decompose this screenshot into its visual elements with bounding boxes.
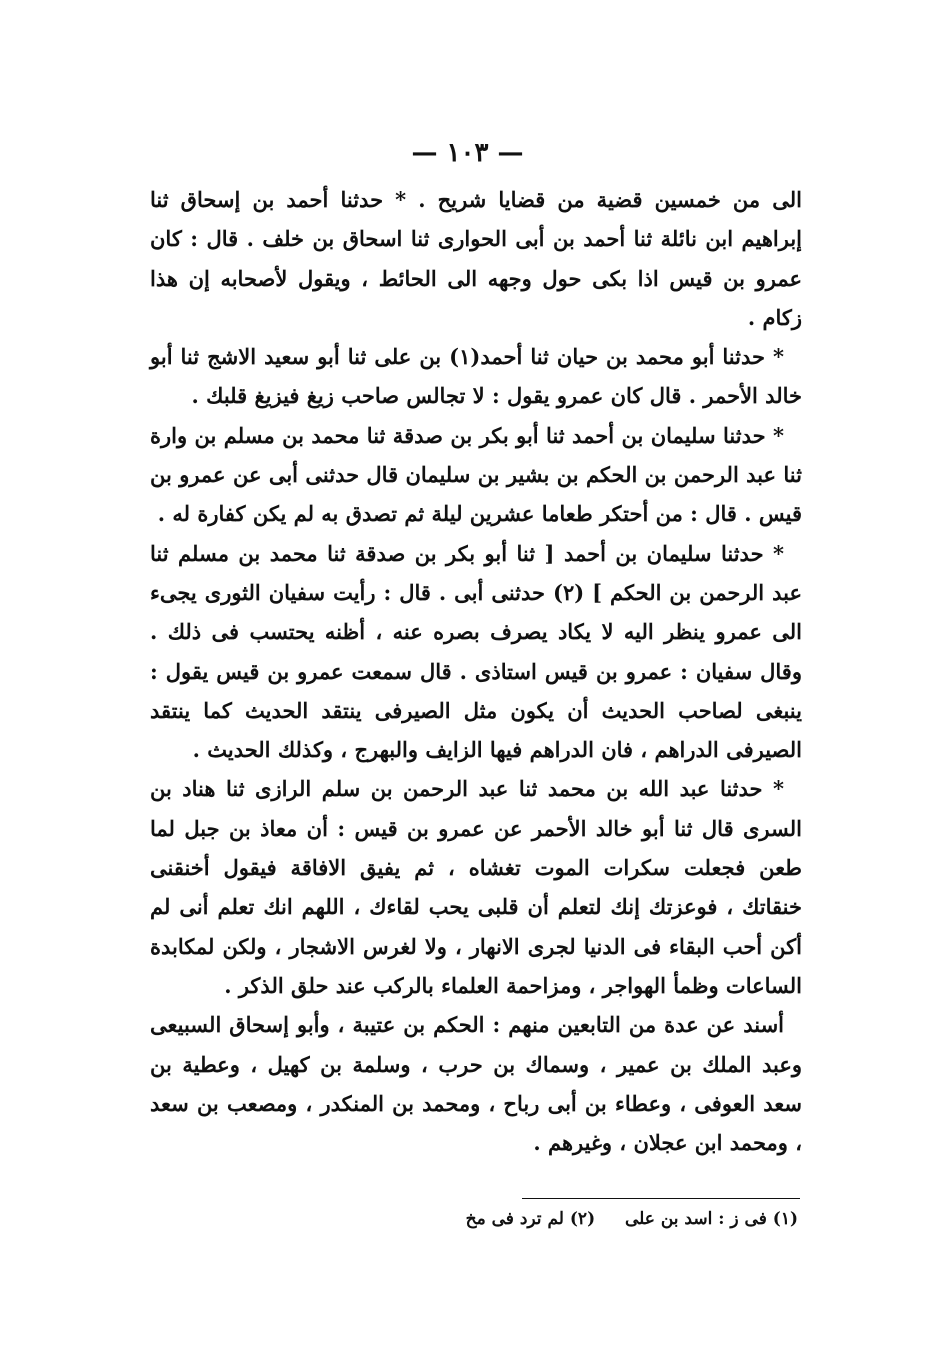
footnotes [380, 1206, 798, 1232]
page-number: — ١٠٣ — [411, 138, 524, 168]
paragraph-2: * حدثنا أبو محمد بن حيان ثنا أحمد(١) بن على ثنا أبو سعيد الاشج ثنا أبو خالد الأحمر . قال كان عمرو يقول : لا تجالس صاحب زيغ فيزيغ قلبك . [150, 344, 802, 409]
footnote-1-text: فى ز : اسد بن على [624, 1209, 767, 1229]
footnote-divider [522, 1198, 800, 1199]
main-text [150, 180, 802, 1162]
paragraph-3: * حدثنا سليمان بن أحمد ثنا أبو بكر بن صدقة ثنا محمد بن مسلم بن وارة ثنا عبد الرحمن بن الحكم بن بشير بن سليمان قال حدثنى أبى عن عمرو بن قيس . قال : من أحتكر طعاما عشرين ليلة ثم تصدق به لم يكن كفارة له . [150, 422, 802, 527]
footnote-2-text: لم ترد فى مخ [465, 1209, 564, 1229]
paragraph-5: * حدثنا عبد الله بن محمد ثنا عبد الرحمن بن سلم الرازى ثنا هناد بن السرى قال ثنا أبو خالد الأحمر عن عمرو بن قيس : أن معاذ بن جبل لما طعن فجعلت سكرات الموت تغشاه ، ثم يفيق الافاقة فيقول أخنقنى خنقاتك ، فوعزتك إنك لتعلم أن قلبى يحب لقاءك ، اللهم انك تعلم أنى لم أكن أحب البقاء فى الدنيا لجرى الانهار ، ولا لغرس الاشجار ، ولكن لمكابدة الساعات وظمأ الهواجر ، ومزاحمة العلماء بالركب عند حلق الذكر . [150, 776, 802, 998]
footnote-2-marker: (٢) [569, 1209, 596, 1229]
paragraph-1: الى من خمسين قضية من قضايا شريح . * حدثنا أحمد بن إسحاق ثنا إبراهيم ابن نائلة ثنا أحمد بن أبى الحوارى ثنا اسحاق بن خلف . قال : كان عمرو بن قيس اذا بكى حول وجهه الى الحائط ، ويقول لأصحابه إن هذا زكام . [150, 187, 802, 330]
paragraph-6: أسند عن عدة من التابعين منهم : الحكم بن عتيبة ، وأبو إسحاق السبيعى وعبد الملك بن عمير ، وسماك بن حرب ، وسلمة بن كهيل ، وعطية بن سعد العوفى ، وعطاء بن أبى رباح ، ومحمد بن المنكدر ، ومصعب بن سعد ، ومحمد ابن عجلان ، وغيرهم . [150, 1012, 802, 1156]
footnote-1-marker: (١) [772, 1209, 798, 1229]
paragraph-4: * حدثنا سليمان بن أحمد [ ثنا أبو بكر بن صدقة ثنا محمد بن مسلم ثنا عبد الرحمن بن الحكم ] (٢) حدثنى أبى . قال : رأيت سفيان الثورى يجىء الى عمرو ينظر اليه لا يكاد يصرف بصره عنه ، أظنه يحتسب فى ذلك . وقال سفيان : عمرو بن قيس استاذى . قال سمعت عمرو بن قيس يقول : ينبغى لصاحب الحديث أن يكون مثل الصيرفى ينتقد الحديث كما ينتقد الصيرفى الدراهم ، فان الدراهم فيها الزايف والبهرج ، وكذلك الحديث . [150, 540, 802, 763]
